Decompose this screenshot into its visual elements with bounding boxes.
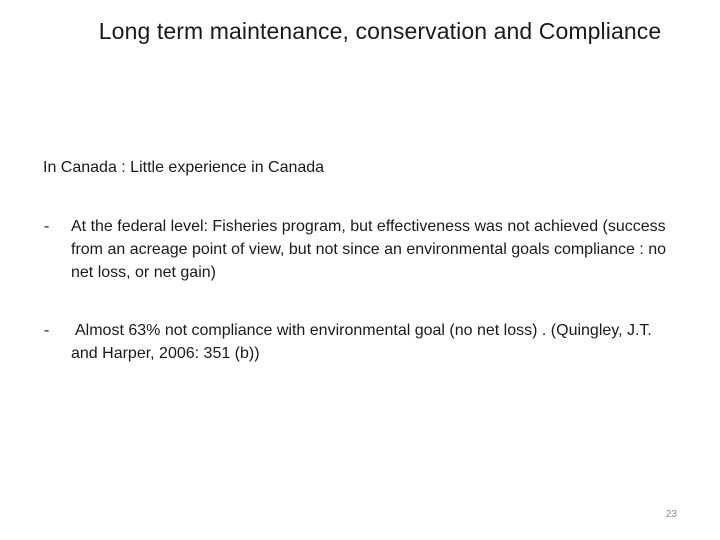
bullet-text: At the federal level: Fisheries program, but effectiveness was not achieved (success from an acreage point of view, but not since an environmental goals compliance : no net loss, or net gain) bbox=[71, 218, 667, 281]
bullet-marker: - bbox=[44, 218, 50, 235]
page-number: 23 bbox=[665, 509, 677, 520]
bullet-marker: - bbox=[44, 322, 50, 339]
intro-text: In Canada : Little experience in Canada bbox=[43, 159, 325, 176]
slide-title: Long term maintenance, conservation and Compliance bbox=[98, 18, 662, 44]
bullet-text: Almost 63% not compliance with environmental goal (no net loss) . (Quingley, J.T. and Harper, 2006: 351 (b)) bbox=[71, 322, 652, 362]
